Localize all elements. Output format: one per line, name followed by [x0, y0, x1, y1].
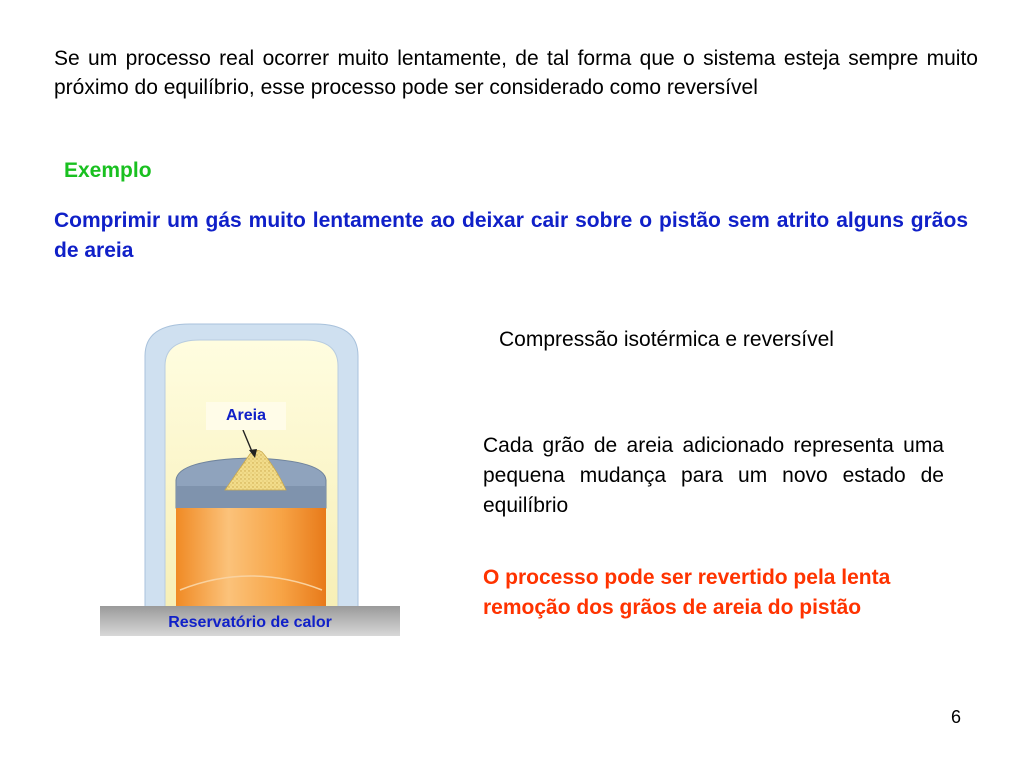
gas-region — [176, 508, 326, 606]
page-number: 6 — [951, 707, 962, 727]
reservoir-label: Reservatório de calor — [168, 614, 332, 631]
example-description: Comprimir um gás muito lentamente ao deixar cair sobre o pistão sem atrito alguns grãos de areia — [54, 209, 968, 262]
reversal-note: O processo pode ser revertido pela lenta remoção dos grãos de areia do pistão — [483, 566, 891, 619]
grain-explanation: Cada grão de areia adicionado representa uma pequena mudança para um novo estado de equilíbrio — [483, 434, 944, 517]
figure-caption: Compressão isotérmica e reversível — [499, 328, 834, 351]
intro-paragraph: Se um processo real ocorrer muito lentamente, de tal forma que o sistema esteja sempre muito próximo do equilíbrio, esse processo pode ser considerado como reversível — [54, 47, 978, 99]
piston-figure — [100, 318, 400, 640]
sand-label: Areia — [206, 402, 286, 430]
example-heading: Exemplo — [64, 159, 152, 182]
